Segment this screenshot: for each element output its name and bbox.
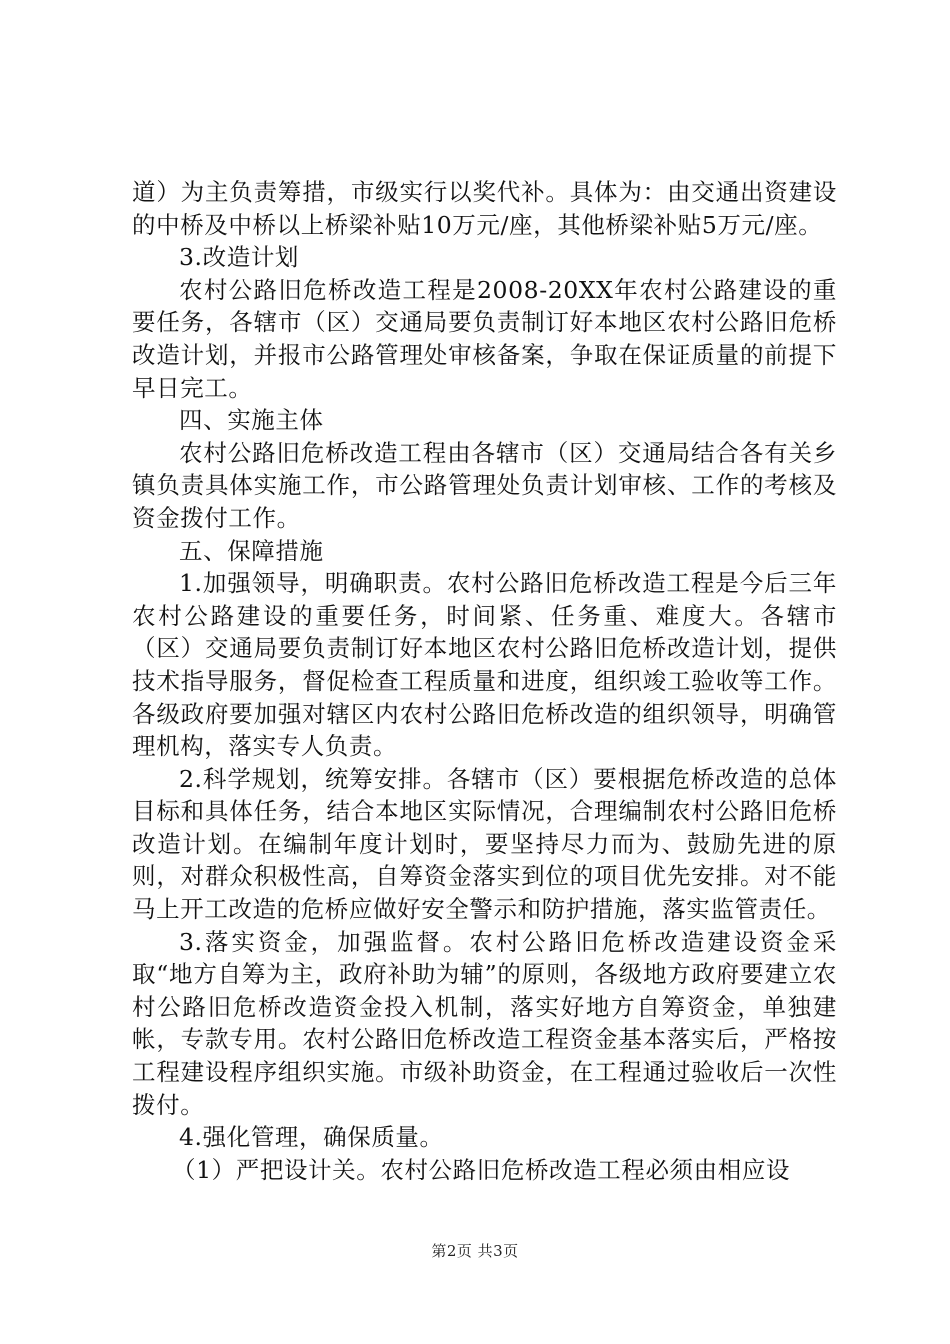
heading-renovation-plan: 3.改造计划 xyxy=(179,243,300,272)
heading-quality-management: 4.强化管理，确保质量。 xyxy=(179,1123,444,1152)
paragraph-planning: 2.科学规划，统筹安排。各辖市（区）要根据危桥改造的总体目标和具体任务，结合本地区实际情况，合理编制农村公路旧危桥改造计划。在编制年度计划时，要坚持尽力而为、鼓励先进的原则，对群众积极性高，自筹资金落实到位的项目优先安排。对不能马上开工改造的危桥应做好安全警示和防护措施，落实监管责任。 xyxy=(132,764,837,924)
heading-implementation-body: 四、实施主体 xyxy=(179,406,324,435)
paragraph-renovation-plan: 农村公路旧危桥改造工程是2008-20XX年农村公路建设的重要任务，各辖市（区）交通局要负责制订好本地区农村公路旧危桥改造计划，并报市公路管理处审核备案，争取在保证质量的前提下早日完工。 xyxy=(132,275,837,402)
heading-safeguard-measures: 五、保障措施 xyxy=(179,536,324,565)
document-body xyxy=(132,176,837,1186)
paragraph-leadership: 1.加强领导，明确职责。农村公路旧危桥改造工程是今后三年农村公路建设的重要任务，时间紧、任务重、难度大。各辖市（区）交通局要负责制订好本地区农村公路旧危桥改造计划，提供技术指导服务，督促检查工程质量和进度，组织竣工验收等工作。各级政府要加强对辖区内农村公路旧危桥改造的组织领导，明确管理机构，落实专人负责。 xyxy=(132,569,837,761)
paragraph-implementation-body: 农村公路旧危桥改造工程由各辖市（区）交通局结合各有关乡镇负责具体实施工作，市公路管理处负责计划审核、工作的考核及资金拨付工作。 xyxy=(132,438,837,532)
paragraph-design-control: （1）严把设计关。农村公路旧危桥改造工程必须由相应设 xyxy=(172,1155,791,1184)
page-footer: 第2页 共3页 xyxy=(431,1242,519,1260)
paragraph-funding-supervision: 3.落实资金，加强监督。农村公路旧危桥改造建设资金采取“地方自筹为主，政府补助为辅”的原则，各级地方政府要建立农村公路旧危桥改造资金投入机制，落实好地方自筹资金，单独建帐，专款专用。农村公路旧危桥改造工程资金基本落实后，严格按工程建设程序组织实施。市级补助资金，在工程通过验收后一次性拨付。 xyxy=(132,927,837,1119)
paragraph-funding-continued: 道）为主负责筹措，市级实行以奖代补。具体为：由交通出资建设的中桥及中桥以上桥梁补贴10万元/座，其他桥梁补贴5万元/座。 xyxy=(132,178,837,239)
